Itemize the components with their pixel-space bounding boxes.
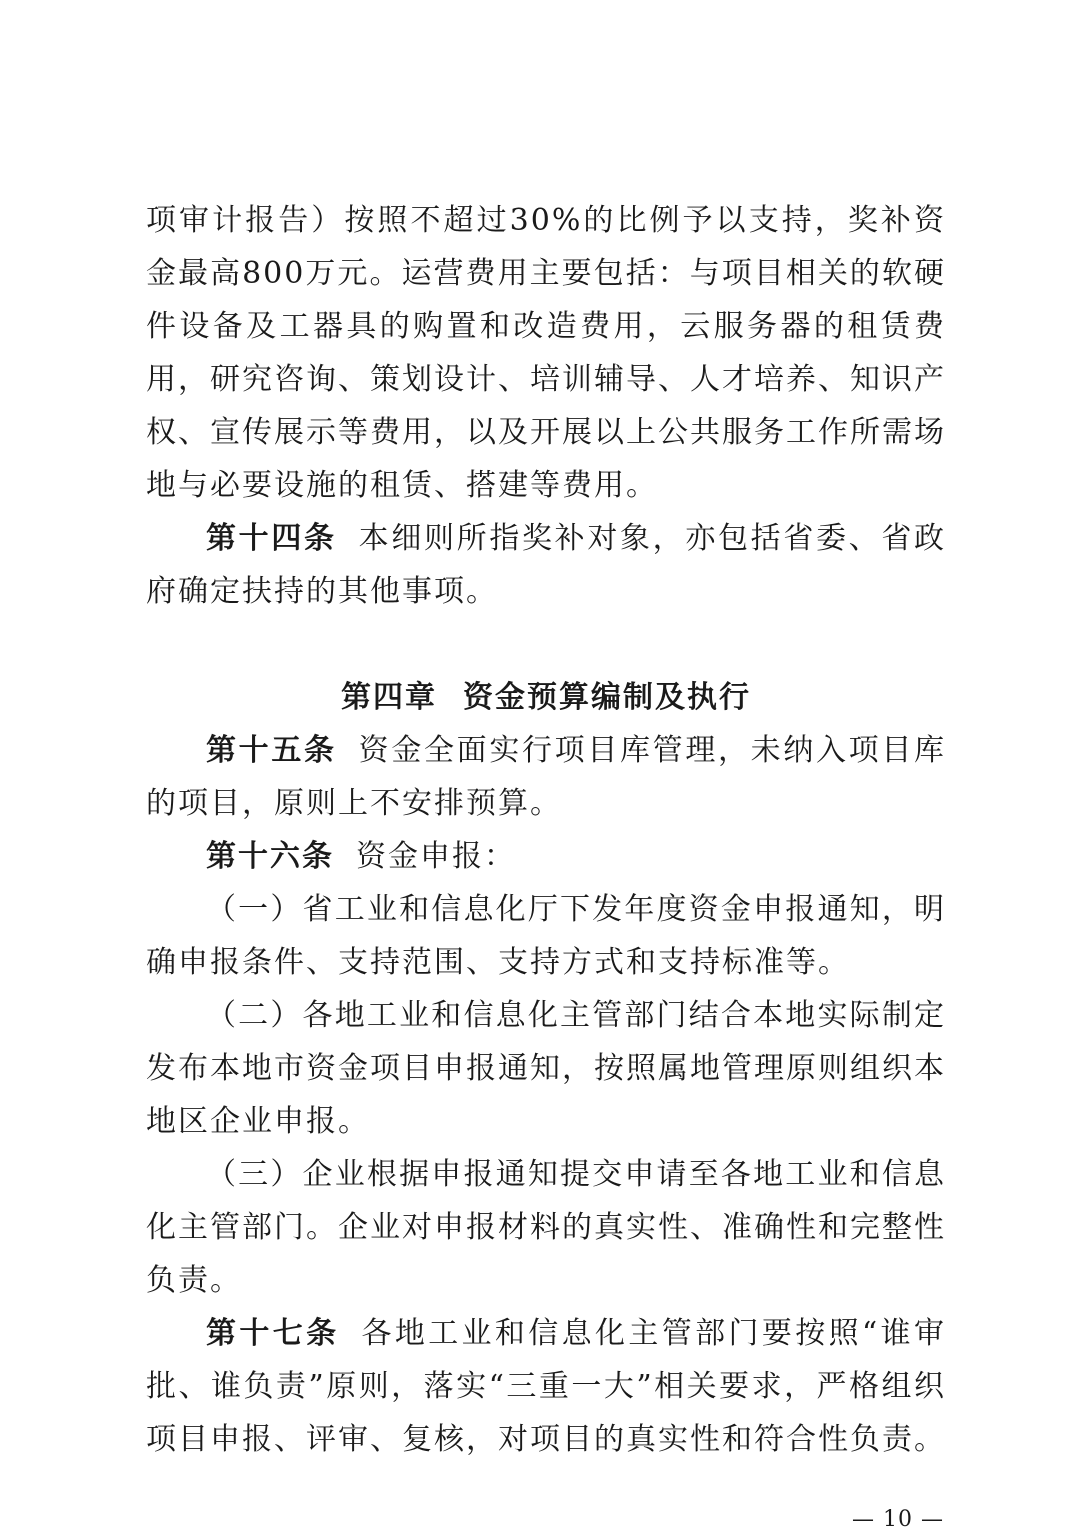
- chapter-heading: [146, 671, 946, 724]
- chapter-number: 第四章: [341, 680, 437, 715]
- item-text: （一）省工业和信息化厅下发年度资金申报通知，明确申报条件、支持范围、支持方式和支持标准等。: [146, 892, 946, 980]
- chapter-title: 资金预算编制及执行: [463, 680, 751, 715]
- article-label: 第十六条: [206, 839, 334, 874]
- paragraph-continuation: [146, 194, 946, 512]
- article-14: [146, 512, 946, 618]
- article-17: [146, 1307, 946, 1466]
- list-item-2: [146, 989, 946, 1148]
- article-label: 第十四条: [206, 521, 337, 556]
- article-16: [146, 830, 946, 883]
- item-text: （二）各地工业和信息化主管部门结合本地实际制定发布本地市资金项目申报通知，按照属地管理原则组织本地区企业申报。: [146, 998, 946, 1139]
- item-text: （三）企业根据申报通知提交申请至各地工业和信息化主管部门。企业对申报材料的真实性、准确性和完整性负责。: [146, 1157, 946, 1298]
- article-label: 第十五条: [206, 733, 337, 768]
- list-item-3: [146, 1148, 946, 1307]
- document-body: [146, 194, 946, 1466]
- article-text: 各地工业和信息化主管部门要按照“谁审批、谁负责”原则，落实“三重一大”相关要求，严格组织项目申报、评审、复核，对项目的真实性和符合性负责。: [146, 1316, 947, 1457]
- article-text: 资金申报：: [356, 839, 516, 874]
- page-number: — 10 —: [852, 1507, 944, 1532]
- article-text: 本细则所指奖补对象，亦包括省委、省政府确定扶持的其他事项。: [146, 521, 947, 609]
- article-label: 第十七条: [206, 1316, 340, 1351]
- paragraph-text: 项审计报告）按照不超过30%的比例予以支持，奖补资金最高800万元。运营费用主要包括：与项目相关的软硬件设备及工器具的购置和改造费用，云服务器的租赁费用，研究咨询、策划设计、培训辅导、人才培养、知识产权、宣传展示等费用，以及开展以上公共服务工作所需场地与必要设施的租赁、搭建等费用。: [146, 203, 946, 503]
- article-15: [146, 724, 946, 830]
- article-text: 资金全面实行项目库管理，未纳入项目库的项目，原则上不安排预算。: [146, 733, 947, 821]
- list-item-1: [146, 883, 946, 989]
